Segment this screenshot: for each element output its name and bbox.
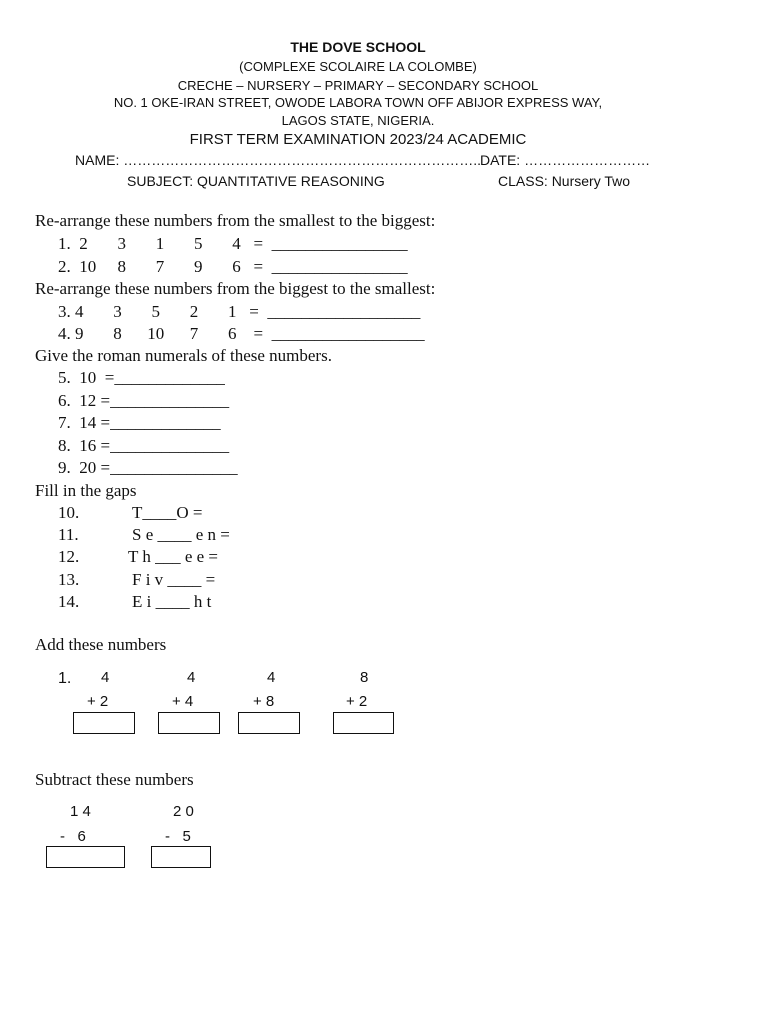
minuend: 2 0	[173, 803, 194, 820]
question-number: 1.	[58, 670, 72, 687]
fill-gap-word: T____O =	[132, 503, 203, 522]
school-address-line1: NO. 1 OKE-IRAN STREET, OWODE LABORA TOWN OFF ABIJOR EXPRESS WAY,	[113, 95, 603, 110]
fill-gap-word: T h ___ e e =	[128, 547, 219, 566]
addend-top: 4	[267, 669, 276, 686]
school-levels: CRECHE – NURSERY – PRIMARY – SECONDARY SCHOOL	[177, 78, 539, 93]
class-label: CLASS: Nursery Two	[498, 173, 631, 189]
addend-bottom: + 8	[253, 693, 275, 710]
question-item: 9. 20 =_______________	[58, 458, 238, 477]
section2-instruction: Re-arrange these numbers from the biggest to the smallest:	[35, 279, 436, 298]
question-number: 11.	[58, 525, 79, 544]
question-number: 10.	[58, 503, 80, 522]
answer-box[interactable]	[73, 712, 135, 734]
section6-instruction: Subtract these numbers	[35, 770, 194, 789]
question-number: 13.	[58, 570, 80, 589]
section4-instruction: Fill in the gaps	[35, 481, 137, 500]
section5-instruction: Add these numbers	[35, 635, 167, 654]
addend-bottom: + 4	[172, 693, 194, 710]
answer-box[interactable]	[333, 712, 394, 734]
school-name: THE DOVE SCHOOL	[290, 39, 426, 55]
question-item: 7. 14 =_____________	[58, 413, 221, 432]
school-alt-name: (COMPLEXE SCOLAIRE LA COLOMBE)	[239, 59, 477, 74]
subtrahend: - 6	[60, 828, 86, 845]
answer-box[interactable]	[158, 712, 220, 734]
addend-top: 4	[187, 669, 196, 686]
addend-bottom: + 2	[346, 693, 368, 710]
subtrahend: - 5	[165, 828, 191, 845]
question-number: 12.	[58, 547, 80, 566]
date-field: DATE: ………………………	[480, 152, 651, 168]
name-field: NAME: …………………………………………………………………..	[75, 152, 482, 168]
fill-gap-word: F i v ____ =	[132, 570, 216, 589]
fill-gap-word: E i ____ h t	[132, 592, 212, 611]
addend-top: 4	[101, 669, 110, 686]
answer-box[interactable]	[46, 846, 125, 868]
question-item: 4. 9 8 10 7 6 = __________________	[58, 324, 425, 343]
minuend: 1 4	[70, 803, 91, 820]
school-address-line2: LAGOS STATE, NIGERIA.	[281, 113, 435, 128]
question-item: 5. 10 =_____________	[58, 368, 225, 387]
subject-label: SUBJECT: QUANTITATIVE REASONING	[127, 173, 385, 189]
addend-top: 8	[360, 669, 369, 686]
question-item: 1. 2 3 1 5 4 = ________________	[58, 234, 408, 253]
addend-bottom: + 2	[87, 693, 109, 710]
section3-instruction: Give the roman numerals of these numbers.	[35, 346, 332, 365]
question-item: 3. 4 3 5 2 1 = __________________	[58, 302, 421, 321]
answer-box[interactable]	[238, 712, 300, 734]
question-item: 6. 12 =______________	[58, 391, 230, 410]
fill-gap-word: S e ____ e n =	[132, 525, 230, 544]
answer-box[interactable]	[151, 846, 211, 868]
question-item: 2. 10 8 7 9 6 = ________________	[58, 257, 408, 276]
section1-instruction: Re-arrange these numbers from the smallest to the biggest:	[35, 211, 436, 230]
exam-title: FIRST TERM EXAMINATION 2023/24 ACADEMIC	[189, 131, 527, 148]
question-number: 14.	[58, 592, 80, 611]
question-item: 8. 16 =______________	[58, 436, 230, 455]
